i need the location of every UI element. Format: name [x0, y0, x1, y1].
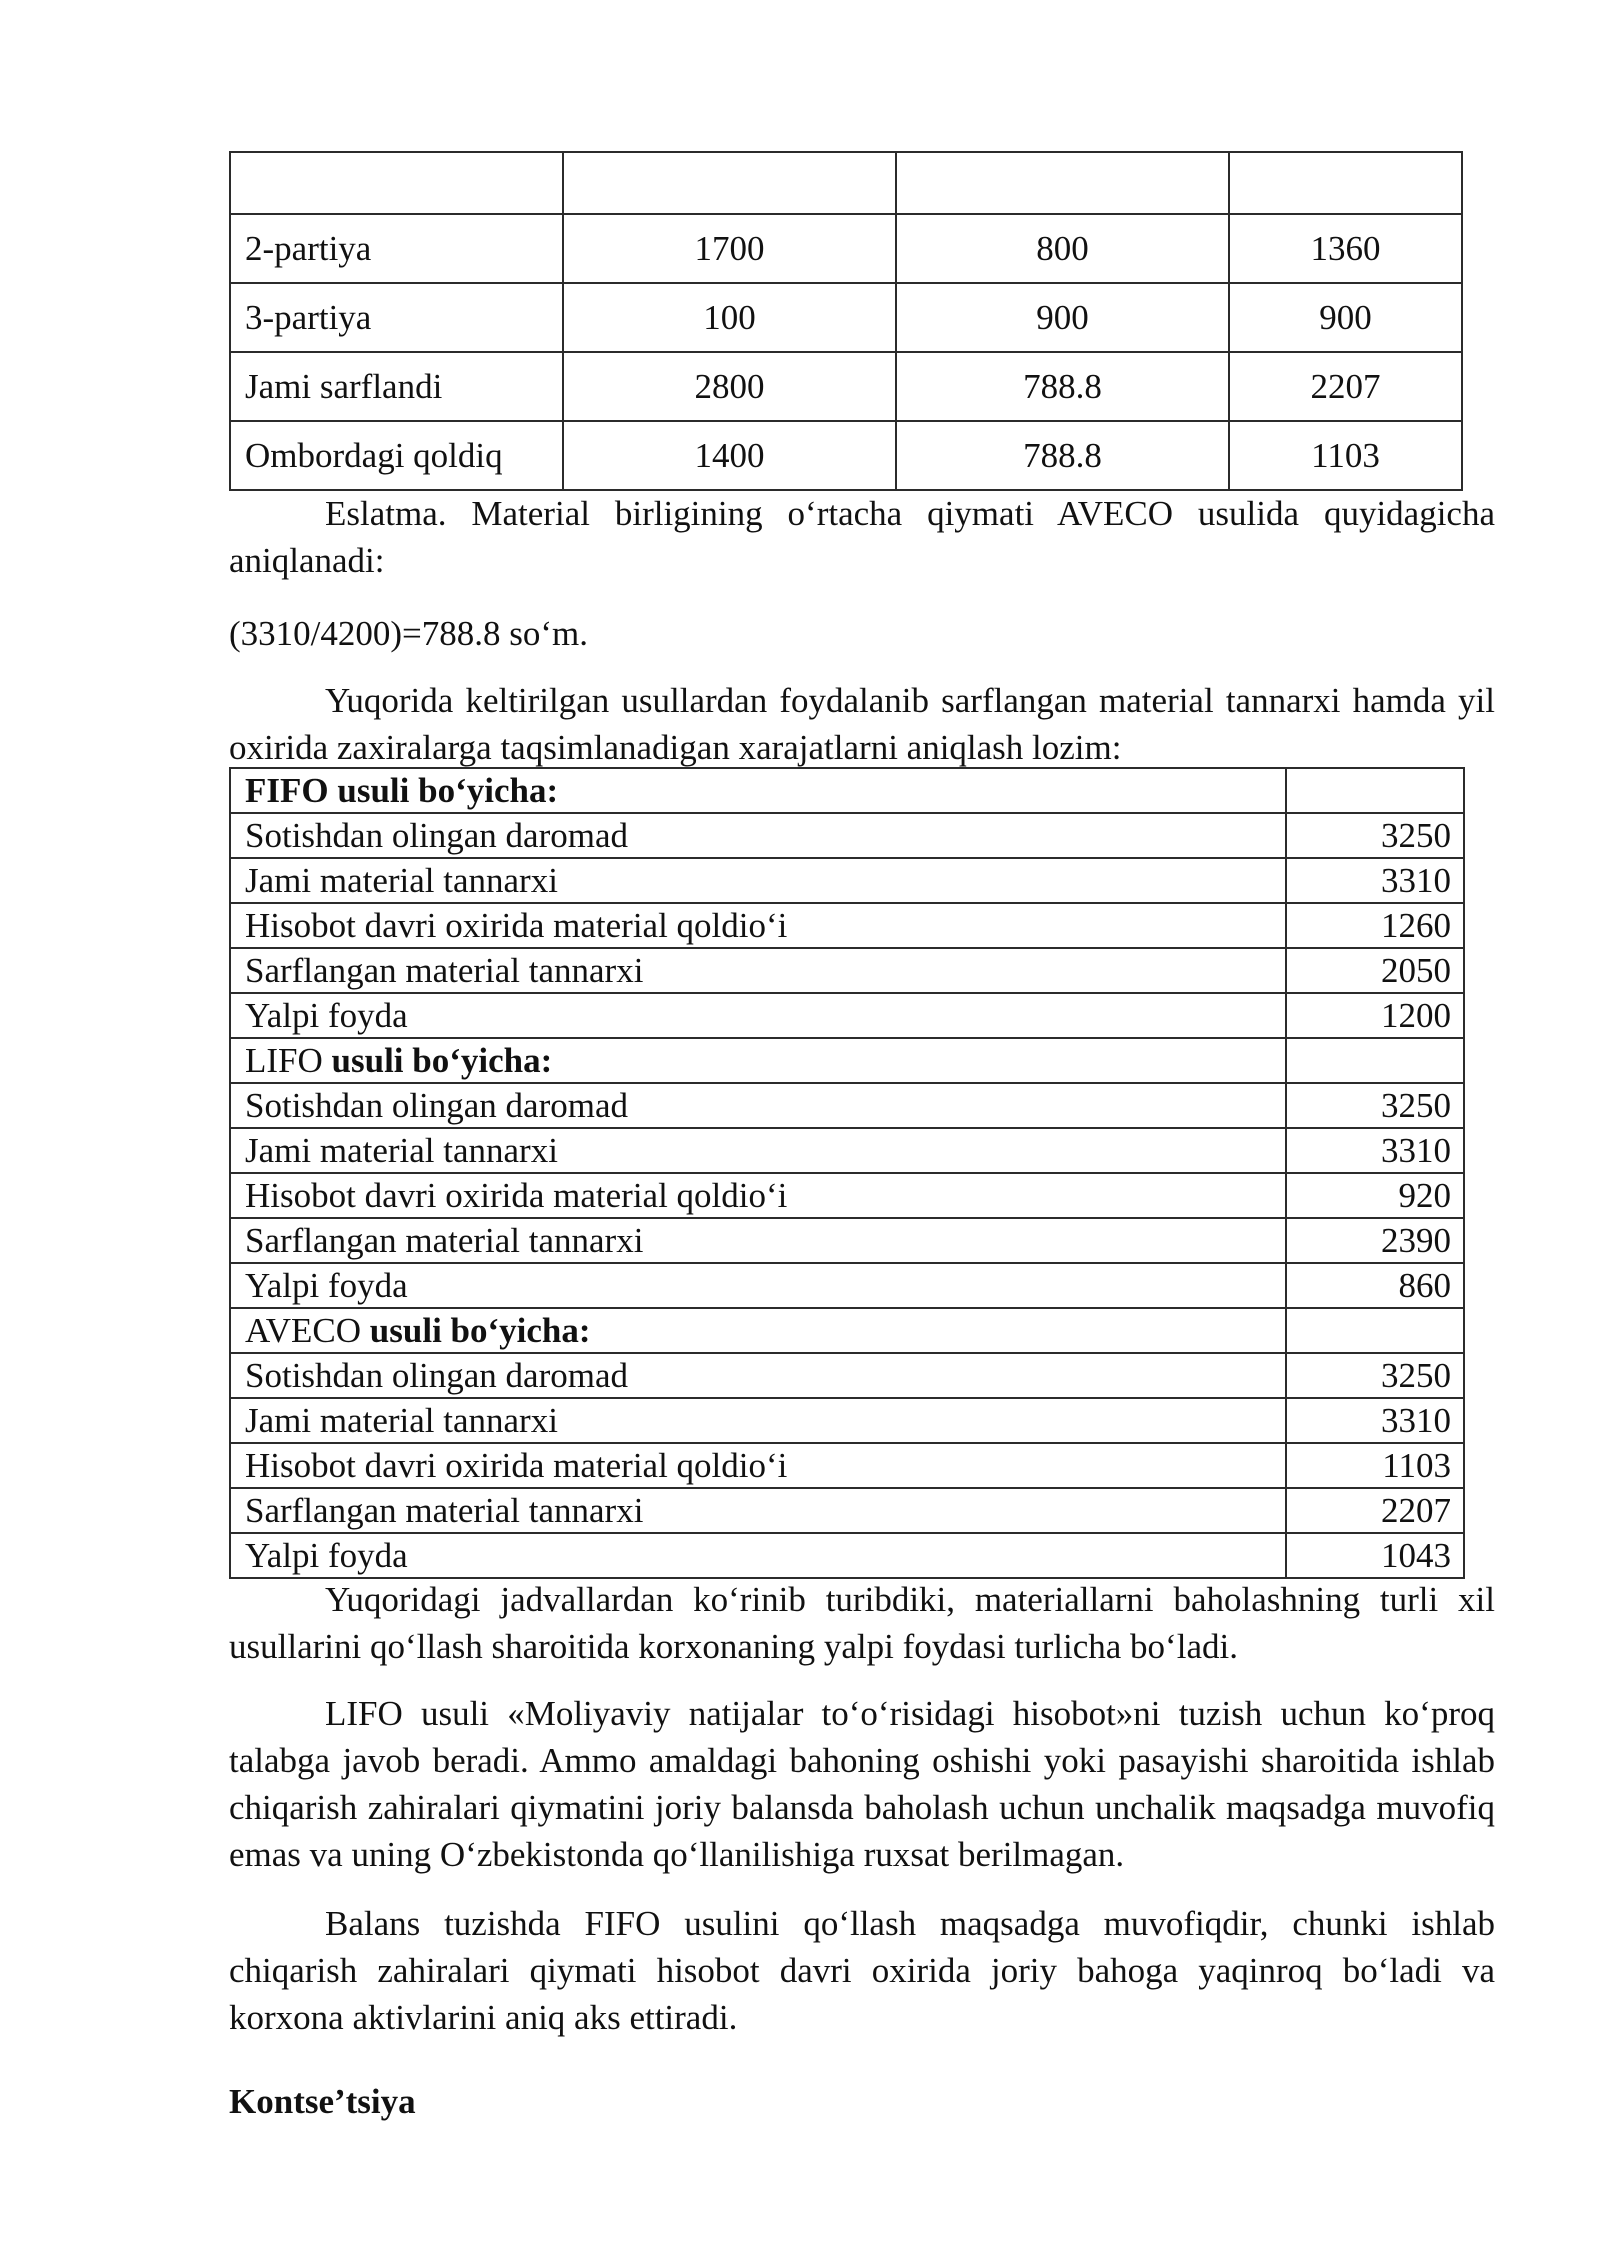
table-cell: 788.8: [896, 352, 1229, 421]
method-heading: [230, 768, 1286, 813]
row-value: 2390: [1286, 1218, 1464, 1263]
table-cell: 900: [1229, 283, 1462, 352]
row-value: 1103: [1286, 1443, 1464, 1488]
table-row: [230, 1083, 1464, 1128]
row-label: Sotishdan olingan daromad: [230, 1353, 1286, 1398]
row-value: 860: [1286, 1263, 1464, 1308]
table-row: [230, 1398, 1464, 1443]
table-row: [230, 993, 1464, 1038]
row-value: 1200: [1286, 993, 1464, 1038]
table-cell: 800: [896, 214, 1229, 283]
lifo-paragraph: LIFO usuli «Moliyaviy natijalar to‘o‘risidagi hisobot»ni tuzish uchun ko‘proq talabga javob beradi. Ammo amaldagi bahoning oshishi yoki pasayishi sharoitida ishlab chiqarish zahiralari qiymatini joriy balansda baholash uchun unchalik maqsadga muvofiq emas va uning O‘zbekistonda qo‘llanilishiga ruxsat berilmagan.: [229, 1694, 1495, 1874]
table-cell: 2800: [563, 352, 896, 421]
table-cell: [1229, 152, 1462, 214]
row-label: Sarflangan material tannarxi: [230, 948, 1286, 993]
table-cell: 100: [563, 283, 896, 352]
row-label: 2-partiya: [230, 214, 563, 283]
method-name: LIFO: [245, 1041, 332, 1080]
row-label: Sotishdan olingan daromad: [230, 813, 1286, 858]
table-cell: 2207: [1229, 352, 1462, 421]
row-value: 920: [1286, 1173, 1464, 1218]
row-value: 2207: [1286, 1488, 1464, 1533]
table-cell: 1360: [1229, 214, 1462, 283]
row-label: Ombordagi qoldiq: [230, 421, 563, 490]
methods-table: [229, 767, 1465, 1579]
table-cell: [230, 152, 563, 214]
row-label: Jami material tannarxi: [230, 858, 1286, 903]
table-cell: 900: [896, 283, 1229, 352]
row-label: Hisobot davri oxirida material qoldio‘i: [230, 903, 1286, 948]
table-row: [230, 352, 1462, 421]
method-heading-bold: FIFO usuli bo‘yicha:: [245, 771, 559, 810]
method-heading-row: [230, 1308, 1464, 1353]
section-heading: Kontse’tsiya: [229, 2082, 416, 2121]
row-label: Sarflangan material tannarxi: [230, 1488, 1286, 1533]
formula-line: (3310/4200)=788.8 so‘m.: [229, 614, 589, 653]
table-row: [230, 1128, 1464, 1173]
method-heading: [230, 1038, 1286, 1083]
row-value: 3310: [1286, 1128, 1464, 1173]
row-label: Jami sarflandi: [230, 352, 563, 421]
row-label: Hisobot davri oxirida material qoldio‘i: [230, 1173, 1286, 1218]
table-cell: 1103: [1229, 421, 1462, 490]
table-row: [230, 1443, 1464, 1488]
note-paragraph: Eslatma. Material birligining o‘rtacha qiymati AVECO usulida quyidagicha aniqlanadi:: [229, 494, 1495, 580]
empty-cell: [1286, 1038, 1464, 1083]
row-value: 2050: [1286, 948, 1464, 993]
method-heading-bold: usuli bo‘yicha:: [369, 1311, 591, 1350]
row-label: Sotishdan olingan daromad: [230, 1083, 1286, 1128]
row-label: Sarflangan material tannarxi: [230, 1218, 1286, 1263]
table-row: [230, 152, 1462, 214]
intro-paragraph: Yuqorida keltirilgan usullardan foydalanib sarflangan material tannarxi hamda yil oxirida zaxiralarga taqsimlanadigan xarajatlarni aniqlash lozim:: [229, 681, 1495, 767]
empty-cell: [1286, 1308, 1464, 1353]
row-label: 3-partiya: [230, 283, 563, 352]
row-value: 3250: [1286, 1083, 1464, 1128]
table-row: [230, 421, 1462, 490]
table-row: [230, 858, 1464, 903]
row-label: Jami material tannarxi: [230, 1398, 1286, 1443]
table-row: [230, 903, 1464, 948]
row-label: Hisobot davri oxirida material qoldio‘i: [230, 1443, 1286, 1488]
row-label: Yalpi foyda: [230, 1533, 1286, 1578]
table-row: [230, 1263, 1464, 1308]
table-row: [230, 1533, 1464, 1578]
table-row: [230, 813, 1464, 858]
conclusion-paragraph: Yuqoridagi jadvallardan ko‘rinib turibdiki, materiallarni baholashning turli xil usullarini qo‘llash sharoitida korxonaning yalpi foydasi turlicha bo‘ladi.: [229, 1580, 1495, 1666]
row-value: 3250: [1286, 1353, 1464, 1398]
table-row: [230, 948, 1464, 993]
row-value: 1260: [1286, 903, 1464, 948]
table-row: [230, 283, 1462, 352]
row-value: 3310: [1286, 1398, 1464, 1443]
method-name: AVECO: [245, 1311, 370, 1350]
row-label: Yalpi foyda: [230, 993, 1286, 1038]
row-label: Yalpi foyda: [230, 1263, 1286, 1308]
row-label: Jami material tannarxi: [230, 1128, 1286, 1173]
method-heading-bold: usuli bo‘yicha:: [331, 1041, 553, 1080]
table-row: [230, 214, 1462, 283]
table-row: [230, 1488, 1464, 1533]
table-cell: [563, 152, 896, 214]
table-row: [230, 1353, 1464, 1398]
table-cell: 1400: [563, 421, 896, 490]
table-cell: 1700: [563, 214, 896, 283]
table-cell: 788.8: [896, 421, 1229, 490]
row-value: 3310: [1286, 858, 1464, 903]
table-row: [230, 1173, 1464, 1218]
fifo-paragraph: Balans tuzishda FIFO usulini qo‘llash maqsadga muvofiqdir, chunki ishlab chiqarish zahiralari qiymati hisobot davri oxirida joriy bahoga yaqinroq bo‘ladi va korxona aktivlarini aniq aks ettiradi.: [229, 1904, 1495, 2037]
table-row: [230, 1218, 1464, 1263]
method-heading-row: [230, 1038, 1464, 1083]
empty-cell: [1286, 768, 1464, 813]
row-value: 1043: [1286, 1533, 1464, 1578]
row-value: 3250: [1286, 813, 1464, 858]
method-heading: [230, 1308, 1286, 1353]
method-heading-row: [230, 768, 1464, 813]
batch-table: [229, 151, 1463, 491]
table-cell: [896, 152, 1229, 214]
